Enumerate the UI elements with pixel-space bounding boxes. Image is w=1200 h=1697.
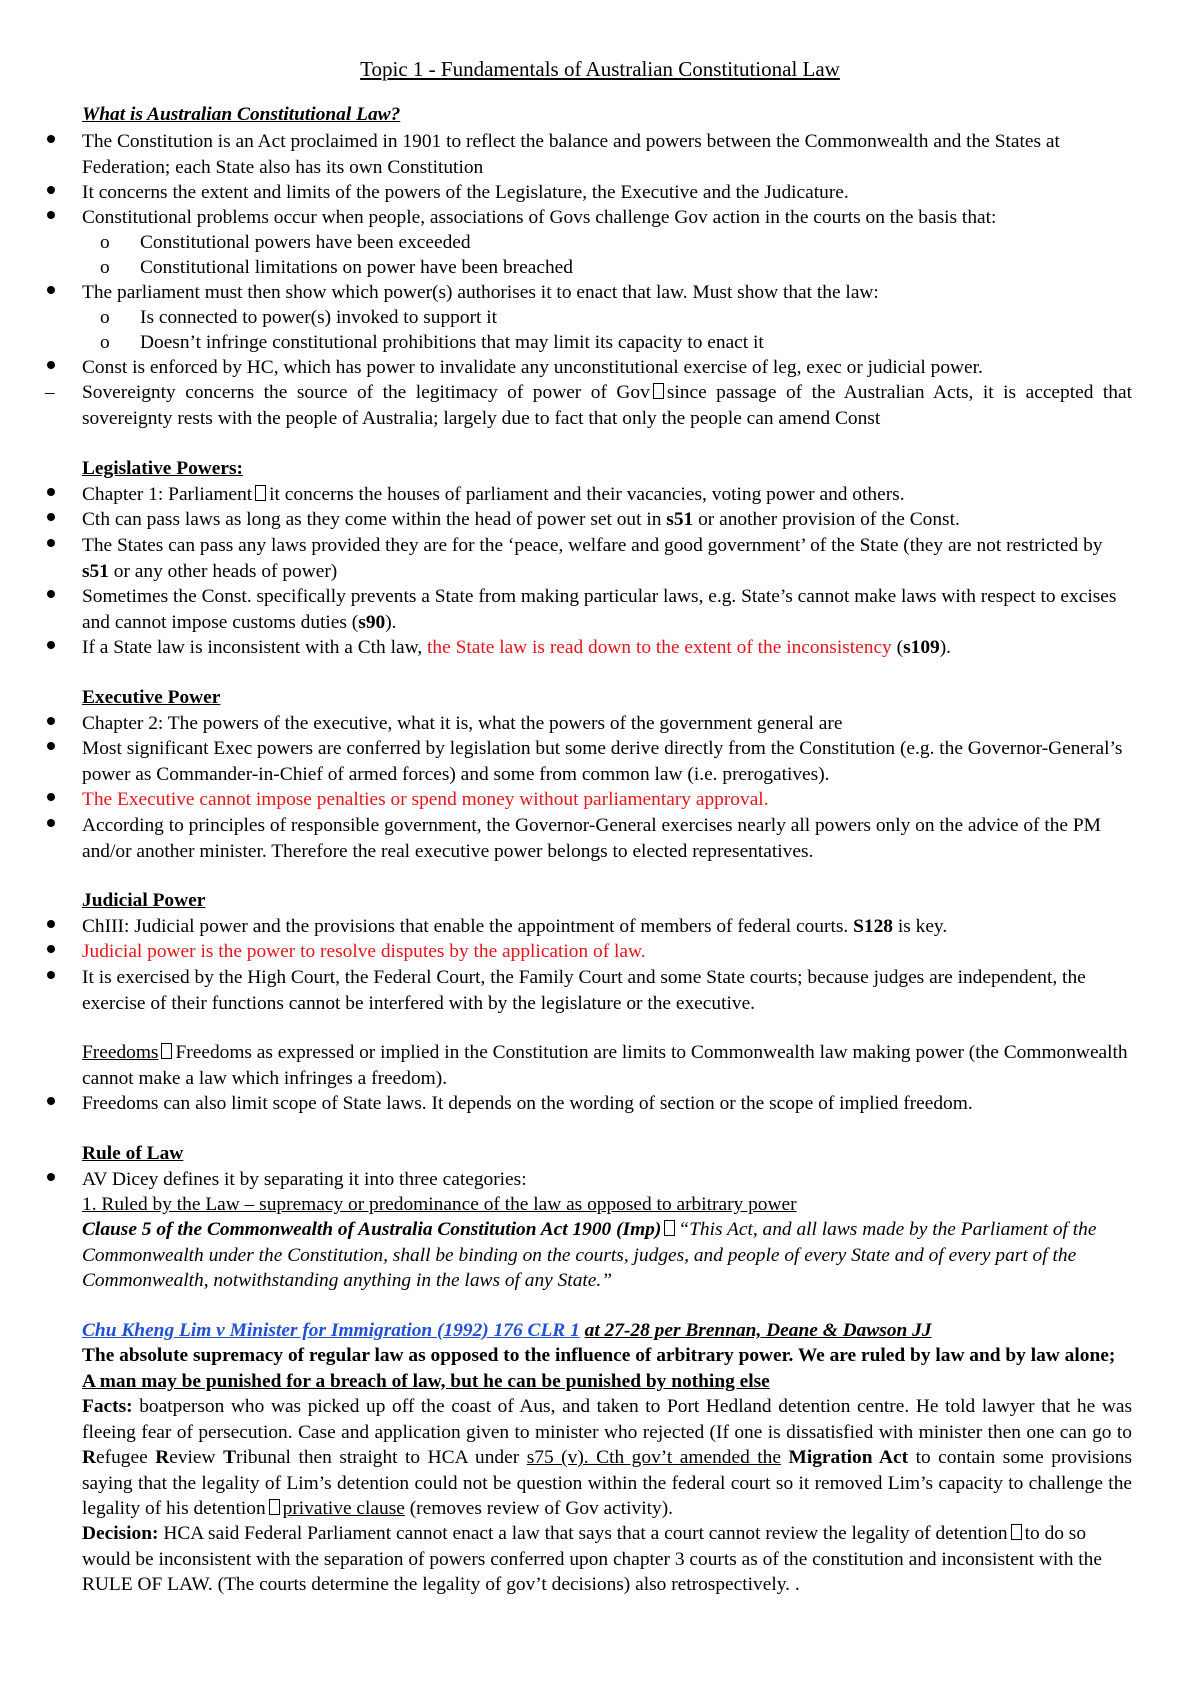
section-heading-executive: Executive Power [82, 687, 221, 708]
text-run: ribunal then straight to HCA under [236, 1447, 520, 1469]
text-run: is key. [897, 916, 948, 937]
list-item [82, 914, 1132, 940]
sub-bullet-marker: o [100, 257, 110, 278]
text-run: Sovereignty concerns the source of the legitimacy of power of Gov [82, 382, 650, 403]
bullet-icon [45, 1167, 57, 1179]
facts-label: Facts: [82, 1396, 133, 1417]
sub-list-item: Doesn’t infringe constitutional prohibitions that may limit its capacity to enact it [140, 332, 764, 353]
text-run: If a State law is inconsistent with a Cth law, [82, 637, 423, 658]
section-heading-judicial: Judicial Power [82, 890, 206, 911]
text-run: The absolute supremacy of regular law as opposed to the influence of arbitrary power. We are ruled by law and by law alone; [82, 1345, 1116, 1366]
list-item: AV Dicey defines it by separating it into three categories: [82, 1169, 527, 1190]
text-run: Sometimes the Const. specifically prevents a State from making particular laws, e.g. State’s cannot make laws with respect to excises and cannot impose customs duties ( [82, 586, 1117, 633]
list-item: Const is enforced by HC, which has power to invalidate any unconstitutional exercise of leg, exec or judicial power. [82, 357, 983, 378]
list-item: According to principles of responsible government, the Governor-General exercises nearly all powers only on the advice of the PM and/or another minister. Therefore the real executive power belongs to elected representatives. [82, 815, 1101, 862]
facts-paragraph [82, 1394, 1132, 1522]
bullet-icon [45, 711, 57, 723]
text-run: HCA said Federal Parliament cannot enact a law that says that a court cannot review the legality of detention [163, 1523, 1008, 1544]
bullet-icon [45, 180, 57, 192]
sub-list-item: Is connected to power(s) invoked to support it [140, 307, 498, 328]
highlighted-text: the State law is read down to the extent of the inconsistency [427, 637, 892, 658]
text-run: or another provision of the Const. [698, 509, 960, 530]
case-quote [82, 1343, 1132, 1394]
bullet-icon [45, 736, 57, 748]
list-item: Chapter 2: The powers of the executive, what it is, what the powers of the government general are [82, 713, 843, 734]
bullet-icon [45, 280, 57, 292]
sub-bullet-marker: o [100, 332, 110, 353]
bullet-icon [45, 965, 57, 977]
list-item: The Executive cannot impose penalties or spend money without parliamentary approval. [82, 789, 769, 810]
bullet-icon [45, 813, 57, 825]
sub-bullet-marker: o [100, 307, 110, 328]
text-run: R [82, 1447, 97, 1469]
text-run: R [155, 1447, 170, 1469]
bullet-icon [45, 1091, 57, 1103]
text-run: boatperson who was picked up off the coast of Aus, and taken to Port Hedland detention centre. He told lawyer that he was fleeing fear of persecution. Case and application given to minister who rejected (If one is dissatisfied with minister then one can go to [82, 1396, 1132, 1443]
text-run: Cth can pass laws as long as they come within the head of power set out in [82, 509, 662, 530]
arrow-symbol-icon [664, 1220, 675, 1236]
list-item: Freedoms can also limit scope of State laws. It depends on the wording of section or the scope of implied freedom. [82, 1093, 973, 1114]
arrow-symbol-icon [255, 485, 266, 501]
arrow-symbol-icon [653, 383, 664, 399]
bullet-icon [45, 914, 57, 926]
list-item [82, 584, 1132, 635]
decision-paragraph [82, 1521, 1132, 1598]
section-heading-legislative: Legislative Powers: [82, 458, 244, 479]
text-run: ChIII: Judicial power and the provisions that enable the appointment of members of federal courts. [82, 916, 849, 937]
text-run: ). [385, 611, 397, 633]
arrow-symbol-icon [269, 1499, 280, 1515]
text-run: ). [939, 637, 952, 658]
pin-cite: at 27-28 per Brennan, Deane & Dawson JJ [584, 1320, 932, 1341]
bullet-icon [45, 482, 57, 494]
section-ref: S128 [853, 916, 893, 937]
bullet-icon [45, 129, 57, 141]
case-link[interactable]: Chu Kheng Lim v Minister for Immigration (1992) 176 CLR 1 [82, 1320, 580, 1341]
text-run: since passage of the Australian Acts, it is accepted that sovereignty rests with the people of Australia; largely due to fact that only the people can amend Const [82, 382, 1132, 429]
bullet-icon [45, 355, 57, 367]
arrow-symbol-icon [161, 1043, 172, 1059]
list-item: It is exercised by the High Court, the Federal Court, the Family Court and some State courts; because judges are independent, the exercise of their functions cannot be interfered with by the legislature or the executive. [82, 967, 1086, 1014]
list-item [82, 507, 1132, 533]
text-run: The States can pass any laws provided they are for the ‘peace, welfare and good government’ of the State (they are not restricted by [82, 535, 1103, 556]
dash-marker: – [45, 382, 55, 403]
list-item: Judicial power is the power to resolve disputes by the application of law. [82, 941, 646, 962]
section-heading-rule-of-law: Rule of Law [82, 1143, 184, 1164]
sub-bullet-marker: o [100, 232, 110, 253]
text-run: eview [169, 1447, 216, 1469]
sub-list-item: Constitutional powers have been exceeded [140, 232, 471, 253]
section-ref: s51 [82, 560, 109, 582]
section-ref: s90 [358, 611, 386, 633]
text-run: A man may be punished for a breach of law, but he can be punished by nothing else [82, 1370, 770, 1392]
list-item [82, 635, 1132, 661]
section-ref: s109 [903, 637, 940, 658]
list-item [82, 380, 1132, 431]
text-run: s75 (v). Cth gov’t amended the [526, 1447, 781, 1469]
text-run: efugee [96, 1447, 148, 1469]
list-item: The Constitution is an Act proclaimed in 1901 to reflect the balance and powers between the Commonwealth and the States at Federation; each State also has its own Constitution [82, 131, 1060, 178]
text-run: or any other heads of power) [113, 560, 338, 582]
text-run: privative clause [282, 1498, 405, 1520]
freedoms-paragraph [82, 1040, 1132, 1091]
list-item [82, 482, 1132, 508]
text-run: ( [896, 637, 904, 658]
text-run: Chapter 1: Parliament [82, 484, 253, 505]
text-run: Freedoms as expressed or implied in the Constitution are limits to Commonwealth law making power (the Commonwealth cannot make a law which infringes a freedom). [82, 1042, 1128, 1089]
list-item [82, 533, 1132, 584]
statute-ref: Migration Act [788, 1447, 909, 1469]
statute-ref: Clause 5 of the Commonwealth of Australia Constitution Act 1900 (Imp) [82, 1219, 662, 1240]
list-item: It concerns the extent and limits of the powers of the Legislature, the Executive and the Judicature. [82, 182, 849, 203]
bullet-icon [45, 533, 57, 545]
clause-5-quote [82, 1217, 1132, 1294]
text-run: to do so would be inconsistent with the separation of powers conferred upon chapter 3 courts as of the constitution and inconsistent with the RULE OF LAW. (The courts determine the legality of gov’t decisions) also retrospectively. . [82, 1523, 1102, 1596]
list-item: Constitutional problems occur when people, associations of Govs challenge Gov action in the courts on the basis that: [82, 207, 997, 228]
text-run: (removes review of Gov activity). [409, 1498, 674, 1520]
list-item: Most significant Exec powers are conferred by legislation but some derive directly from the Constitution (e.g. the Governor-General’s power as Commander-in-Chief of armed forces) and some from common law (i.e. prerogatives). [82, 738, 1123, 785]
page-title: Topic 1 - Fundamentals of Australian Constitutional Law [360, 57, 840, 81]
bullet-icon [45, 507, 57, 519]
section-heading-what-is: What is Australian Constitutional Law? [82, 104, 401, 125]
case-citation [82, 1318, 1132, 1344]
sub-list-item: Constitutional limitations on power have been breached [140, 257, 573, 278]
text-run: “This Act, and all laws made by the Parliament of the Commonwealth under the Constitution, shall be binding on the courts, judges, and people of every State and of every part of the Commonwealth, notwithstanding anything in the laws of any State.” [82, 1219, 1097, 1292]
bullet-icon [45, 584, 57, 596]
bullet-icon [45, 205, 57, 217]
decision-label: Decision: [82, 1523, 159, 1544]
list-item: The parliament must then show which power(s) authorises it to enact that law. Must show that the law: [82, 282, 879, 303]
text-run: T [223, 1447, 237, 1469]
bullet-icon [45, 939, 57, 951]
section-ref: s51 [666, 509, 694, 530]
arrow-symbol-icon [1011, 1524, 1022, 1540]
category-1: 1. Ruled by the Law – supremacy or predominance of the law as opposed to arbitrary power [82, 1194, 797, 1215]
bullet-icon [45, 787, 57, 799]
text-run: it concerns the houses of parliament and their vacancies, voting power and others. [269, 484, 905, 505]
freedoms-label: Freedoms [82, 1042, 159, 1063]
bullet-icon [45, 635, 57, 647]
text-run: to contain some provisions saying that the legality of Lim’s detention could not be question within the federal court so it removed Lim’s capacity to challenge the legality of his detention [82, 1447, 1133, 1520]
